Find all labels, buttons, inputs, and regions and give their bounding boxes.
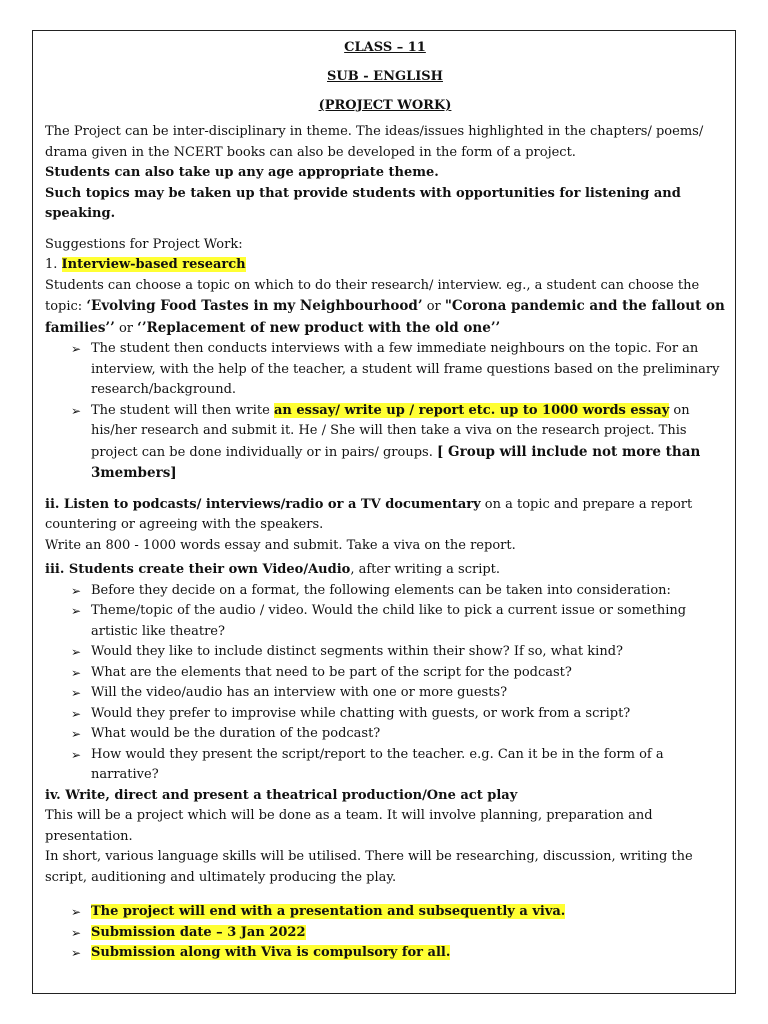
arrow-bullet-icon: ➢ bbox=[71, 645, 82, 659]
suggestion-1-heading bbox=[45, 255, 725, 276]
arrow-bullet-icon: ➢ bbox=[71, 946, 82, 960]
arrow-bullet-icon: ➢ bbox=[71, 925, 82, 940]
list-item bbox=[71, 642, 725, 663]
arrow-bullet-icon: ➢ bbox=[71, 342, 82, 356]
suggestion-4-text-1: This will be a project which will be done as a team. It will involve planning, preparation and presentation. bbox=[45, 808, 653, 844]
bullet-text: Theme/topic of the audio / video. Would the child like to pick a current issue or something artistic like theatre? bbox=[91, 603, 687, 639]
suggestion-1-bullets bbox=[45, 339, 725, 485]
or-text-2: or bbox=[114, 320, 138, 336]
topic-1: ‘Evolving Food Tastes in my Neighbourhood’ bbox=[86, 298, 423, 314]
intro-theme-line: Students can also take up any age appropriate theme. bbox=[45, 165, 439, 180]
final-points bbox=[45, 902, 725, 964]
topic-2: "Corona pandemic and the fallout on families’’ bbox=[45, 298, 725, 336]
arrow-bullet-icon: ➢ bbox=[71, 665, 82, 680]
list-item bbox=[71, 902, 725, 923]
topic-3: ‘’Replacement of new product with the old one’’ bbox=[137, 319, 501, 336]
suggestion-3-bullets bbox=[45, 581, 725, 786]
list-item bbox=[71, 581, 725, 602]
list-item bbox=[71, 339, 725, 401]
list-item bbox=[71, 923, 725, 944]
spacer bbox=[45, 888, 725, 902]
highlight-space bbox=[464, 403, 468, 418]
class-heading: CLASS – 11 bbox=[344, 40, 426, 55]
arrow-bullet-icon: ➢ bbox=[71, 706, 82, 721]
or-text-1: or bbox=[422, 299, 445, 314]
list-item bbox=[71, 401, 725, 485]
word-limit-highlight: etc. up to 1000 words essay bbox=[468, 402, 670, 418]
subject-heading: SUB - ENGLISH bbox=[327, 69, 443, 84]
list-item bbox=[71, 683, 725, 704]
suggestion-2-essay-line: Write an 800 - 1000 words essay and submit. Take a viva on the report. bbox=[45, 537, 516, 553]
suggestion-3-title: iii. Students create their own Video/Audio bbox=[45, 562, 351, 577]
suggestion-2-text: on a topic and prepare a report countering or agreeing with the speakers. bbox=[45, 496, 693, 532]
bullet-text: Before they decide on a format, the following elements can be taken into consideration: bbox=[91, 582, 671, 598]
list-item bbox=[71, 724, 725, 745]
bullet-text-a: The student will then write bbox=[91, 402, 274, 418]
arrow-bullet-icon: ➢ bbox=[71, 686, 82, 700]
arrow-bullet-icon: ➢ bbox=[71, 403, 82, 418]
bullet-text: The student then conducts interviews with a few immediate neighbours on the topic. For an interview, with the help of the teacher, a student will frame questions based on the preliminary research/background. bbox=[91, 341, 720, 397]
suggestion-2 bbox=[45, 495, 725, 536]
bullet-text: Would they like to include distinct segments within their show? If so, what kind? bbox=[91, 644, 623, 659]
suggestion-1-text bbox=[45, 276, 725, 340]
suggestion-3-text: , after writing a script. bbox=[350, 562, 501, 577]
bullet-text-b: on his/her research and submit it. He / She will then take a viva on the research project. This project can be done individually or in pairs/ groups. bbox=[91, 402, 690, 460]
bullet-text: Will the video/audio has an interview with one or more guests? bbox=[91, 685, 508, 700]
compulsory-note: Submission along with Viva is compulsory for all. bbox=[91, 945, 451, 960]
bullet-text: How would they present the script/report to the teacher. e.g. Can it be in the form of a narrative? bbox=[91, 746, 664, 782]
suggestion-2-title: ii. Listen to podcasts/ interviews/radio or a TV documentary bbox=[45, 496, 481, 512]
intro-topics-line: Such topics may be taken up that provide students with opportunities for listening and speaking. bbox=[45, 185, 681, 221]
bullet-text: What would be the duration of the podcast? bbox=[91, 726, 381, 741]
suggestion-3 bbox=[45, 560, 725, 581]
spacer bbox=[45, 485, 725, 495]
bullet-text: Would they prefer to improvise while chatting with guests, or work from a script? bbox=[91, 705, 631, 721]
suggestion-4-title: iv. Write, direct and present a theatrical production/One act play bbox=[45, 787, 518, 803]
list-item bbox=[71, 601, 725, 642]
arrow-bullet-icon: ➢ bbox=[71, 905, 82, 919]
bullet-text: What are the elements that need to be part of the script for the podcast? bbox=[91, 664, 572, 680]
suggestion-1-number: 1. bbox=[45, 257, 62, 272]
presentation-viva-note: The project will end with a presentation and subsequently a viva. bbox=[91, 904, 566, 919]
suggestion-4-text-2: In short, various language skills will be utilised. There will be researching, discussion, writing the script, auditioning and ultimately producing the play. bbox=[45, 849, 693, 885]
arrow-bullet-icon: ➢ bbox=[71, 604, 82, 618]
suggestion-1-intro: Students can choose a topic on which to do their research/ interview. eg., a student can choose the topic: bbox=[45, 277, 700, 314]
list-item bbox=[71, 663, 725, 684]
list-item bbox=[71, 745, 725, 786]
essay-highlight: an essay/ write up / report bbox=[273, 402, 465, 418]
submission-date: Submission date – 3 Jan 2022 bbox=[91, 924, 306, 940]
group-size-note: [ Group will include not more than 3members] bbox=[91, 443, 701, 481]
arrow-bullet-icon: ➢ bbox=[71, 727, 82, 741]
document-body bbox=[45, 30, 725, 964]
list-item bbox=[71, 943, 725, 964]
spacer bbox=[45, 225, 725, 235]
project-title: (PROJECT WORK) bbox=[318, 98, 452, 113]
suggestion-1-title: Interview-based research bbox=[61, 257, 246, 272]
arrow-bullet-icon: ➢ bbox=[71, 747, 82, 762]
list-item bbox=[71, 704, 725, 725]
intro-paragraph: The Project can be inter-disciplinary in theme. The ideas/issues highlighted in the chapters/ poems/ drama given in the NCERT books can also be developed in the form of a project. bbox=[45, 124, 704, 160]
arrow-bullet-icon: ➢ bbox=[71, 583, 82, 598]
suggestions-heading: Suggestions for Project Work: bbox=[45, 236, 243, 252]
